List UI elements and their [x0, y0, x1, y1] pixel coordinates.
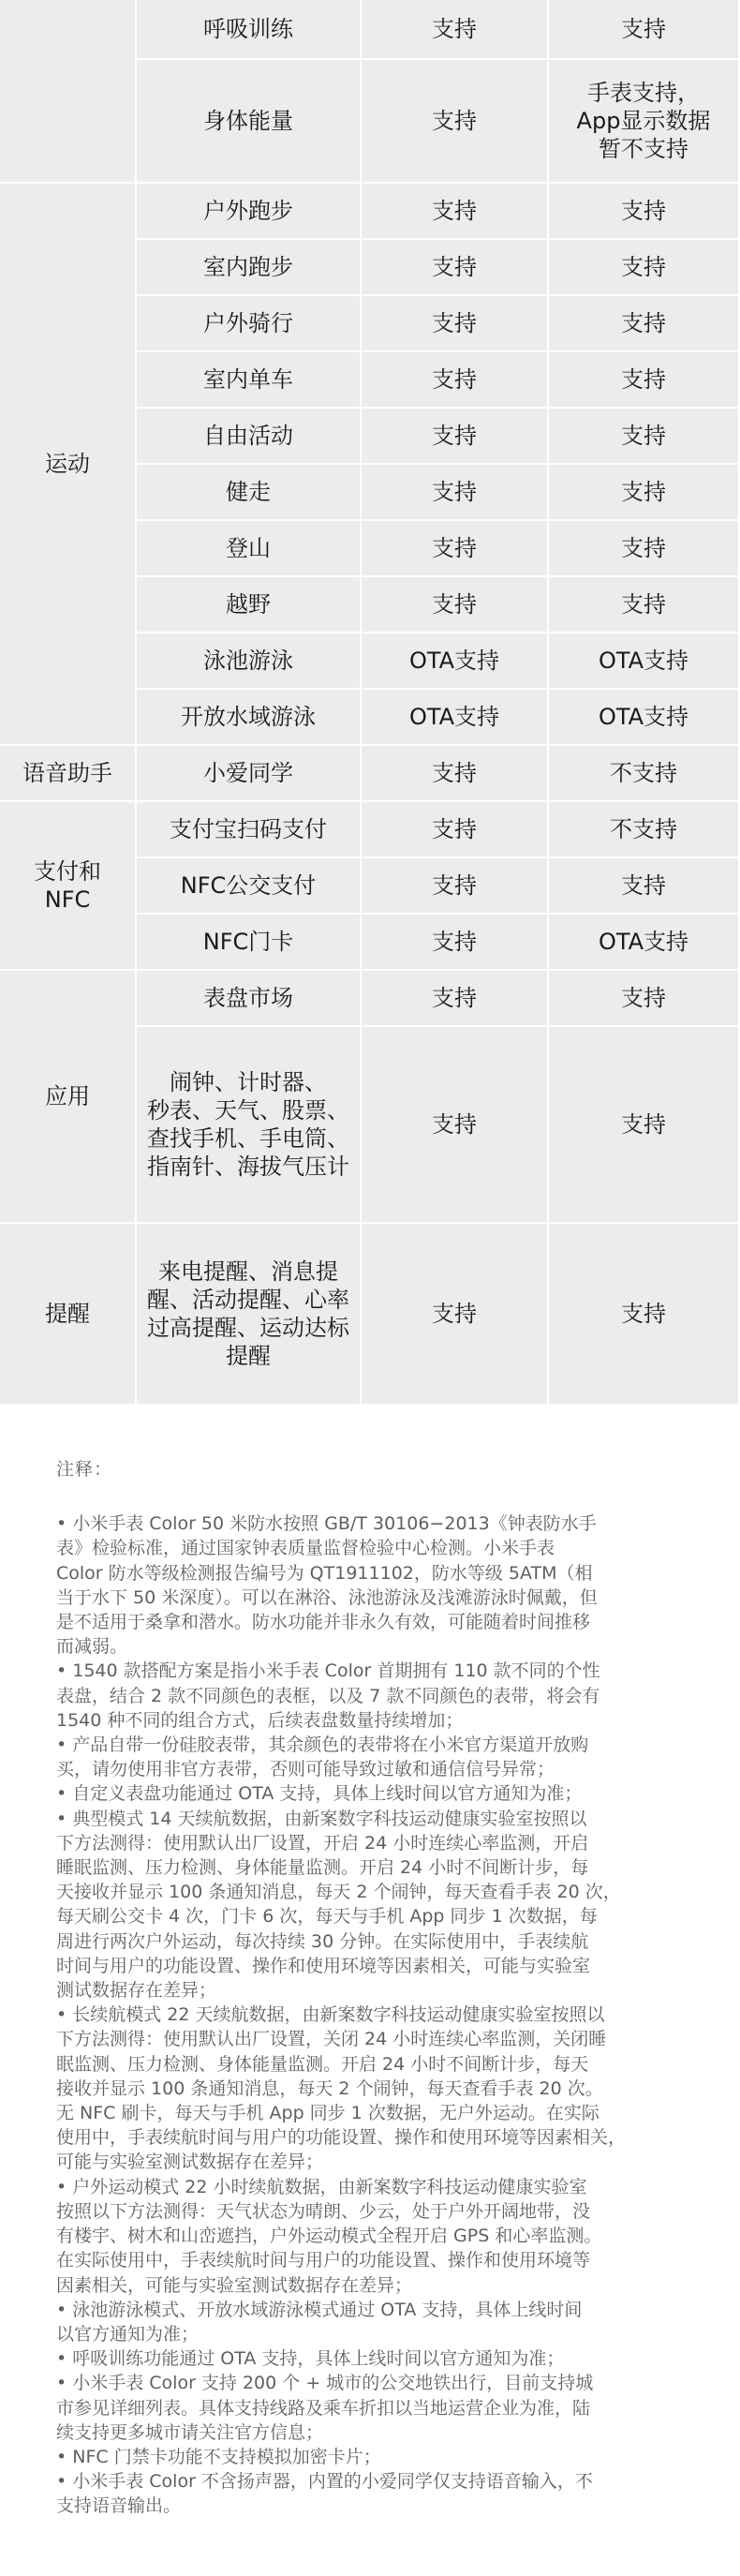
feature-cell-text: 来电提醒、消息提 醒、活动提醒、心率 过高提醒、运动达标 提醒	[147, 1258, 349, 1369]
feature-cell	[137, 60, 362, 184]
support-cell-text: 支持	[432, 591, 477, 618]
support-cell	[549, 1224, 740, 1406]
support-cell-text: 支持	[432, 929, 477, 955]
feature-cell	[137, 633, 362, 690]
feature-cell-text: 户外骑行	[203, 310, 293, 336]
support-cell-text: 手表支持， App显示数据 暂不支持	[576, 80, 711, 162]
feature-cell	[137, 858, 362, 915]
support-cell	[362, 184, 549, 240]
support-cell-text: 支持	[432, 479, 477, 505]
feature-cell	[137, 409, 362, 465]
support-cell-text: 支持	[432, 366, 477, 393]
support-cell-text: 支持	[432, 985, 477, 1011]
support-cell	[549, 577, 740, 633]
support-cell-text: 支持	[432, 535, 477, 561]
support-cell	[549, 802, 740, 858]
support-cell-text: 支持	[432, 254, 477, 280]
support-cell	[549, 352, 740, 409]
support-cell	[362, 296, 549, 352]
feature-cell-text: 越野	[226, 591, 271, 618]
support-cell-text: OTA支持	[408, 648, 500, 674]
feature-cell	[137, 971, 362, 1027]
support-cell	[362, 802, 549, 858]
support-cell	[362, 690, 549, 746]
note-item: • 泳池游泳模式、开放水域游泳模式通过 OTA 支持，具体上线时间 以官方通知为准；	[56, 2299, 583, 2345]
support-cell-text: 支持	[621, 535, 666, 561]
support-cell-text: 支持	[621, 1301, 666, 1327]
support-cell-text: 支持	[432, 16, 477, 42]
support-cell-text: 支持	[621, 1111, 666, 1138]
feature-cell	[137, 352, 362, 409]
note-item: • 长续航模式 22 天续航数据，由新案数字科技运动健康实验室按照以 下方法测得：使用默认出厂设置，关闭 24 小时连续心率监测，关闭睡 眠监测、压力检测、身体能量监测。开启 24 小时不间断计步，每天 接收并显示 100 条通知消息，每天 2 个闹钟，每天查看手表 20 次。 无 NFC 刷卡，每天与手机 App 同步 1 次数据，无户外运动。在实际 使用中，手表续航时间与用户的功能设置、操作和使用环境等因素相关， 可能与实验室测试数据存在差异；	[56, 2004, 627, 2173]
support-cell	[549, 465, 740, 521]
notes-section	[56, 1448, 693, 2519]
note-item: • 典型模式 14 天续航数据，由新案数字科技运动健康实验室按照以 下方法测得：使用默认出厂设置，开启 24 小时连续心率监测，开启 睡眠监测、压力检测、身体能量监测。开启 24 小时不间断计步，每 天接收并显示 100 条通知消息，每天 2 个闹钟，每天查看手表 20 次， 每天刷公交卡 4 次，门卡 6 次，每天与手机 App 同步 1 次数据，每 周进行两次户外运动，每次持续 30 分钟。在实际使用中，手表续航 时间与用户的功能设置、操作和使用环境等因素相关，可能与实验室 测试数据存在差异；	[56, 1808, 621, 2002]
support-cell-text: 支持	[432, 1301, 477, 1327]
support-cell	[362, 577, 549, 633]
support-cell	[549, 971, 740, 1027]
support-cell	[549, 858, 740, 915]
feature-cell-text: NFC公交支付	[180, 872, 317, 899]
note-item: • 1540 款搭配方案是指小米手表 Color 首期拥有 110 款不同的个性 表盘，结合 2 款不同颜色的表框，以及 7 款不同颜色的表带，将会有 1540 种不同的组合方式，后续表盘数量持续增加；	[56, 1660, 600, 1731]
feature-cell	[137, 465, 362, 521]
feature-cell	[137, 1224, 362, 1406]
feature-cell	[137, 690, 362, 746]
support-cell	[362, 60, 549, 184]
support-cell	[549, 690, 740, 746]
support-cell-text: 支持	[621, 591, 666, 618]
feature-cell	[137, 240, 362, 296]
support-cell-text: 支持	[432, 760, 477, 786]
support-cell	[362, 240, 549, 296]
support-cell-text: 支持	[621, 423, 666, 449]
category-cell-text: 语音助手	[22, 760, 112, 786]
support-cell	[549, 1027, 740, 1224]
feature-cell-text: 表盘市场	[203, 985, 293, 1011]
feature-cell	[137, 1027, 362, 1224]
notes-title: 注释：	[56, 1459, 113, 1480]
support-cell	[362, 352, 549, 409]
category-cell	[0, 971, 137, 1224]
feature-cell	[137, 577, 362, 633]
category-cell-text: 运动	[45, 451, 90, 477]
feature-cell-text: 室内跑步	[203, 254, 293, 280]
support-cell	[549, 633, 740, 690]
feature-cell-text: 呼吸训练	[203, 16, 293, 42]
feature-cell	[137, 746, 362, 802]
support-cell	[549, 0, 740, 60]
support-cell-text: OTA支持	[598, 704, 689, 730]
feature-cell-text: 身体能量	[203, 108, 293, 134]
support-cell	[549, 409, 740, 465]
feature-cell-text: 开放水域游泳	[181, 704, 316, 730]
support-cell-text: 支持	[621, 985, 666, 1011]
support-cell	[362, 1027, 549, 1224]
feature-cell-text: 健走	[226, 479, 271, 505]
feature-cell-text: 户外跑步	[203, 198, 293, 224]
support-cell	[362, 409, 549, 465]
support-cell	[362, 521, 549, 577]
support-cell-text: 支持	[432, 198, 477, 224]
support-cell-text: 支持	[432, 108, 477, 134]
support-cell-text: 支持	[432, 1111, 477, 1138]
feature-cell-text: NFC门卡	[202, 929, 294, 955]
support-cell-text: 支持	[621, 872, 666, 899]
category-cell	[0, 802, 137, 971]
feature-cell	[137, 802, 362, 858]
feature-cell-text: 泳池游泳	[203, 648, 293, 674]
note-item: • 自定义表盘功能通过 OTA 支持，具体上线时间以官方通知为准；	[56, 1783, 583, 1805]
support-cell	[549, 521, 740, 577]
feature-cell-text: 室内单车	[203, 366, 293, 393]
note-item: • 小米手表 Color 不含扬声器，内置的小爱同学仅支持语音输入，不 支持语音输出。	[56, 2471, 593, 2517]
note-item: • NFC 门禁卡功能不支持模拟加密卡片；	[56, 2446, 381, 2467]
feature-cell-text: 闹钟、计时器、 秒表、天气、股票、 查找手机、手电筒、 指南针、海拔气压计	[147, 1069, 349, 1180]
category-cell	[0, 0, 137, 184]
feature-cell	[137, 296, 362, 352]
support-cell-text: 支持	[432, 310, 477, 336]
support-cell	[362, 465, 549, 521]
support-cell	[549, 240, 740, 296]
support-cell	[549, 296, 740, 352]
feature-cell	[137, 915, 362, 971]
category-cell	[0, 1224, 137, 1406]
support-cell-text: 支持	[621, 254, 666, 280]
feature-cell-text: 自由活动	[203, 423, 293, 449]
support-cell-text: 支持	[621, 198, 666, 224]
support-cell	[362, 858, 549, 915]
support-cell	[362, 633, 549, 690]
category-cell	[0, 184, 137, 746]
support-cell-text: OTA支持	[598, 648, 689, 674]
note-item: • 小米手表 Color 支持 200 个 + 城市的公交地铁出行，目前支持城 市参见详细列表。具体支持线路及乘车折扣以当地运营企业为准，陆 续支持更多城市请关注官方信息；	[56, 2373, 594, 2443]
support-cell-text: OTA支持	[408, 704, 500, 730]
feature-cell-text: 登山	[226, 535, 271, 561]
note-item: • 户外运动模式 22 小时续航数据，由新案数字科技运动健康实验室 按照以下方法测得：天气状态为晴朗、少云，处于户外开阔地带，没 有楼宇、树木和山峦遮挡，户外运动模式全程开启 GPS 和心率监测。 在实际使用中，手表续航时间与用户的功能设置、操作和使用环境等 因素相关，可能与实验室测试数据存在差异；	[56, 2176, 602, 2296]
support-cell	[362, 971, 549, 1027]
support-cell	[549, 915, 740, 971]
feature-cell	[137, 521, 362, 577]
support-cell-text: 支持	[432, 816, 477, 842]
feature-cell	[137, 0, 362, 60]
support-cell-text: 支持	[432, 423, 477, 449]
support-cell-text: 支持	[621, 16, 666, 42]
support-cell-text: 不支持	[610, 760, 677, 786]
support-cell	[549, 184, 740, 240]
notes-list	[56, 1511, 693, 2518]
support-cell	[362, 746, 549, 802]
support-cell	[362, 915, 549, 971]
note-item: • 产品自带一份硅胶表带，其余颜色的表带将在小米官方渠道开放购 买，请勿使用非官方表带，否则可能导致过敏和通信信号异常；	[56, 1735, 589, 1780]
feature-cell	[137, 184, 362, 240]
support-cell	[549, 746, 740, 802]
category-cell	[0, 746, 137, 802]
support-cell	[362, 1224, 549, 1406]
support-cell-text: 支持	[621, 479, 666, 505]
note-item: • 小米手表 Color 50 米防水按照 GB/T 30106−2013《钟表防水手 表》检验标准，通过国家钟表质量监督检验中心检测。小米手表 Color 防水等级检测报告编号为 QT1911102，防水等级 5ATM（相 当于水下 50 米深度）。可以在淋浴、泳池游泳及浅滩游泳时佩戴，但 是不适用于桑拿和潜水。防水功能并非永久有效，可能随着时间推移 而减弱。	[56, 1513, 598, 1658]
note-item: • 呼吸训练功能通过 OTA 支持，具体上线时间以官方通知为准；	[56, 2348, 565, 2370]
support-cell-text: 不支持	[610, 816, 677, 842]
feature-cell-text: 支付宝扫码支付	[170, 816, 327, 842]
category-cell-text: 支付和 NFC	[34, 858, 101, 913]
support-cell-text: 支持	[621, 366, 666, 393]
support-cell-text: 支持	[621, 310, 666, 336]
support-cell-text: OTA支持	[598, 929, 689, 955]
category-cell-text: 应用	[45, 1083, 90, 1109]
support-cell	[549, 60, 740, 184]
support-cell	[362, 0, 549, 60]
feature-cell-text: 小爱同学	[203, 760, 293, 786]
category-cell-text: 提醒	[45, 1301, 90, 1327]
support-cell-text: 支持	[432, 872, 477, 899]
